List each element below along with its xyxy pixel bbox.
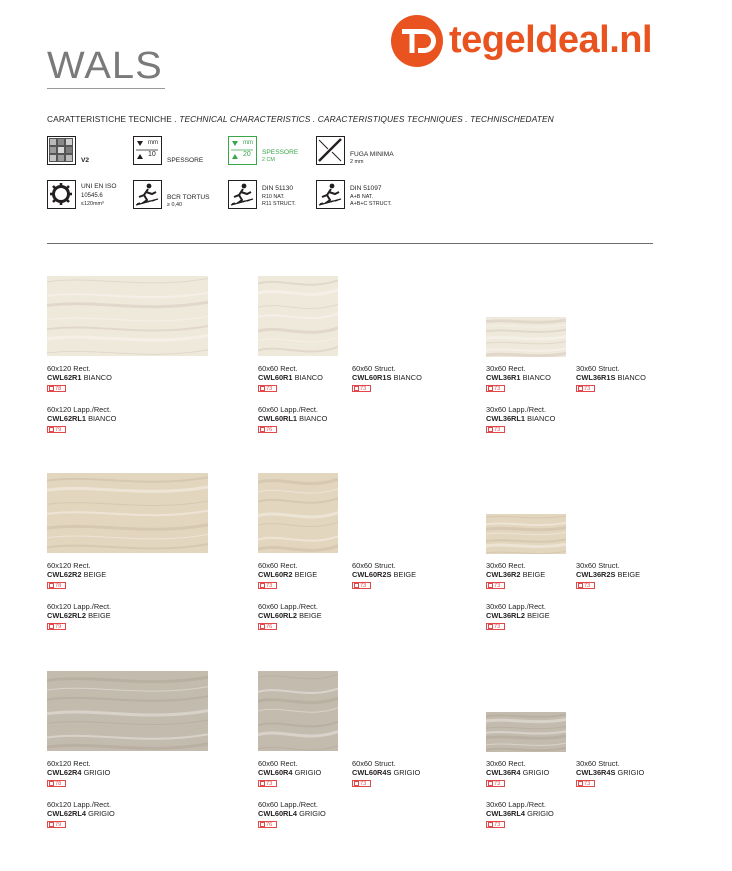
lapp-size: 60x120 Lapp./Rect. xyxy=(47,405,112,414)
struct-code: CWL60R4S xyxy=(352,768,392,777)
struct-code: CWL36R4S xyxy=(576,768,616,777)
rect-size: 30x60 Rect. xyxy=(486,364,526,373)
collection-title xyxy=(47,42,165,92)
lapp-code: CWL60RL1 xyxy=(258,414,298,423)
rect-code: CWL62R4 xyxy=(47,768,82,777)
rect-code: CWL36R2 xyxy=(486,570,521,579)
page-ref-number: 73 xyxy=(266,780,273,787)
page-ref-number: 79 xyxy=(55,426,62,433)
page-ref-icon xyxy=(49,386,54,391)
lapp-code-line xyxy=(258,611,322,620)
spec-thickness-green-label: SPESSORE xyxy=(262,149,299,156)
lapp-color: BIANCO xyxy=(299,414,328,423)
struct-color: BEIGE xyxy=(393,570,417,579)
struct-page-ref[interactable] xyxy=(576,780,595,787)
page-ref-icon xyxy=(488,781,493,786)
rect-size: 60x120 Rect. xyxy=(47,561,91,570)
rect-code: CWL60R2 xyxy=(258,570,293,579)
rect-code: CWL36R1 xyxy=(486,373,521,382)
lapp-code: CWL60RL2 xyxy=(258,611,298,620)
struct-size: 30x60 Struct. xyxy=(576,561,620,570)
lapp-code: CWL62RL2 xyxy=(47,611,87,620)
spec-thickness-green-sub: 2 CM xyxy=(262,157,275,163)
rect-size: 60x60 Rect. xyxy=(258,364,298,373)
spec-thickness-10 xyxy=(133,136,213,168)
lapp-code: CWL60RL4 xyxy=(258,809,298,818)
rect-code: CWL62R1 xyxy=(47,373,82,382)
page-ref-icon xyxy=(260,583,265,588)
page-ref-icon xyxy=(260,624,265,629)
struct-size: 60x60 Struct. xyxy=(352,759,396,768)
page-ref-icon xyxy=(354,781,359,786)
rect-color: BIANCO xyxy=(294,373,323,382)
struct-color: BEIGE xyxy=(617,570,641,579)
struct-code-line xyxy=(576,373,646,382)
page-ref-icon xyxy=(49,624,54,629)
page-ref-icon xyxy=(354,583,359,588)
rect-size: 30x60 Rect. xyxy=(486,759,526,768)
page-ref-icon xyxy=(578,386,583,391)
rect-color: BEIGE xyxy=(294,570,318,579)
tile-60x120[interactable] xyxy=(47,276,208,356)
td-logo-icon xyxy=(391,15,443,67)
spec-bcr xyxy=(133,180,223,214)
tile-30x60[interactable] xyxy=(486,514,566,554)
thickness-value: 10 xyxy=(148,151,156,158)
rect-size: 60x60 Rect. xyxy=(258,561,298,570)
rect-code-line xyxy=(258,373,323,382)
rect-page-ref[interactable] xyxy=(47,780,66,787)
title-underline xyxy=(47,88,165,89)
tile-60x120[interactable] xyxy=(47,671,208,751)
collection-name: WALS xyxy=(47,45,163,87)
page-ref-number: 79 xyxy=(55,623,62,630)
struct-page-ref[interactable] xyxy=(352,385,371,392)
lapp-size: 60x120 Lapp./Rect. xyxy=(47,800,112,809)
lapp-code: CWL36RL2 xyxy=(486,611,526,620)
page-ref-number: 73 xyxy=(584,385,591,392)
page-ref-number: 73 xyxy=(266,385,273,392)
rect-code: CWL36R4 xyxy=(486,768,521,777)
lapp-size: 60x60 Lapp./Rect. xyxy=(258,405,318,414)
lapp-code-line xyxy=(47,809,115,818)
lapp-page-ref[interactable] xyxy=(486,426,505,433)
rect-page-ref[interactable] xyxy=(258,582,277,589)
lapp-color: GRIGIO xyxy=(527,809,554,818)
page-ref-number: 73 xyxy=(494,426,501,433)
rect-code: CWL60R1 xyxy=(258,373,293,382)
rect-code-line xyxy=(258,768,321,777)
page-ref-number: 73 xyxy=(494,623,501,630)
slip-din51097-icon xyxy=(316,180,345,209)
struct-code-line xyxy=(352,768,420,777)
rect-page-ref[interactable] xyxy=(47,582,66,589)
slip-bcr-icon xyxy=(133,180,162,209)
spec-shade-label: V2 xyxy=(81,157,90,164)
rect-size: 60x120 Rect. xyxy=(47,364,91,373)
tile-60x60[interactable] xyxy=(258,473,338,553)
lapp-code: CWL36RL4 xyxy=(486,809,526,818)
lapp-code-line xyxy=(47,414,116,423)
page-ref-icon xyxy=(488,624,493,629)
tile-30x60[interactable] xyxy=(486,317,566,357)
slip-din51130-icon xyxy=(228,180,257,209)
brand-name: tegeldeal.nl xyxy=(449,19,653,61)
lapp-color: GRIGIO xyxy=(299,809,326,818)
spec-thickness-label: SPESSORE xyxy=(167,157,204,164)
tile-60x120[interactable] xyxy=(47,473,208,553)
spec-din51130 xyxy=(228,180,318,214)
lapp-color: BIANCO xyxy=(527,414,556,423)
struct-code: CWL36R1S xyxy=(576,373,616,382)
struct-color: BIANCO xyxy=(617,373,646,382)
thickness-icon xyxy=(133,136,162,165)
page-ref-number: 73 xyxy=(360,780,367,787)
spec-shade xyxy=(47,136,107,168)
lapp-color: BEIGE xyxy=(527,611,550,620)
lapp-size: 60x60 Lapp./Rect. xyxy=(258,800,318,809)
lapp-color: BIANCO xyxy=(88,414,117,423)
rect-code-line xyxy=(486,373,551,382)
page-ref-icon xyxy=(488,386,493,391)
rect-page-ref[interactable] xyxy=(486,385,505,392)
lapp-code-line xyxy=(486,414,555,423)
spec-grout-label: FUGA MINIMA xyxy=(350,151,394,158)
section-divider xyxy=(47,243,653,244)
lapp-page-ref[interactable] xyxy=(258,426,277,433)
spec-din51130-sub2: R11 STRUCT. xyxy=(262,201,296,207)
lapp-page-ref[interactable] xyxy=(47,426,66,433)
spec-din51097-sub2: A+B+C STRUCT. xyxy=(350,201,392,207)
lapp-size: 60x120 Lapp./Rect. xyxy=(47,602,112,611)
struct-page-ref[interactable] xyxy=(352,582,371,589)
lapp-code-line xyxy=(47,611,111,620)
lapp-code: CWL62RL1 xyxy=(47,414,87,423)
struct-code-line xyxy=(352,373,422,382)
spec-din51097 xyxy=(316,180,416,214)
page-ref-number: 76 xyxy=(266,426,273,433)
thickness-green-unit: mm xyxy=(243,140,253,146)
spec-din51097-label: DIN 51097 xyxy=(350,185,382,192)
lapp-color: GRIGIO xyxy=(88,809,115,818)
lapp-page-ref[interactable] xyxy=(258,821,277,828)
struct-page-ref[interactable] xyxy=(576,385,595,392)
spec-din51130-sub1: R10 NAT. xyxy=(262,194,285,200)
struct-color: GRIGIO xyxy=(617,768,645,777)
struct-code: CWL36R2S xyxy=(576,570,616,579)
lapp-size: 60x60 Lapp./Rect. xyxy=(258,602,318,611)
page-ref-icon xyxy=(260,386,265,391)
struct-size: 30x60 Struct. xyxy=(576,364,620,373)
lapp-page-ref[interactable] xyxy=(486,623,505,630)
page-ref-number: 78 xyxy=(55,385,62,392)
page-ref-number: 76 xyxy=(266,623,273,630)
page-ref-number: 73 xyxy=(360,385,367,392)
page-ref-number: 73 xyxy=(584,582,591,589)
technical-heading-main: CARATTERISTICHE TECNICHE . xyxy=(47,114,177,124)
rect-code-line xyxy=(486,570,545,579)
lapp-code: CWL36RL1 xyxy=(486,414,526,423)
page-ref-number: 73 xyxy=(494,780,501,787)
lapp-page-ref[interactable] xyxy=(47,821,66,828)
page-ref-number: 73 xyxy=(494,385,501,392)
tile-30x60[interactable] xyxy=(486,712,566,752)
struct-color: GRIGIO xyxy=(393,768,421,777)
page-ref-icon xyxy=(488,583,493,588)
page-ref-icon xyxy=(354,386,359,391)
page-ref-icon xyxy=(49,781,54,786)
thickness-unit: mm xyxy=(148,140,158,146)
page-ref-number: 73 xyxy=(266,582,273,589)
technical-heading-translations: TECHNICAL CHARACTERISTICS . CARACTERISTIQUES TECHNIQUES . TECHNISCHEDATEN xyxy=(176,114,554,124)
page-ref-number: 73 xyxy=(360,582,367,589)
rect-code-line xyxy=(258,570,317,579)
rect-color: GRIGIO xyxy=(522,768,550,777)
struct-code: CWL60R2S xyxy=(352,570,392,579)
page-ref-number: 78 xyxy=(55,582,62,589)
page-ref-icon xyxy=(260,427,265,432)
struct-page-ref[interactable] xyxy=(576,582,595,589)
lapp-color: BEIGE xyxy=(299,611,322,620)
page-ref-number: 73 xyxy=(494,821,501,828)
page-ref-icon xyxy=(49,583,54,588)
rect-size: 60x60 Rect. xyxy=(258,759,298,768)
struct-color: BIANCO xyxy=(393,373,422,382)
shade-variation-icon xyxy=(47,136,76,165)
spec-din51130-label: DIN 51130 xyxy=(262,185,294,192)
rect-code-line xyxy=(47,570,106,579)
lapp-page-ref[interactable] xyxy=(258,623,277,630)
lapp-color: BEIGE xyxy=(88,611,111,620)
rect-color: BIANCO xyxy=(83,373,112,382)
lapp-code-line xyxy=(486,809,554,818)
rect-page-ref[interactable] xyxy=(258,780,277,787)
rect-size: 30x60 Rect. xyxy=(486,561,526,570)
rect-page-ref[interactable] xyxy=(47,385,66,392)
rect-code: CWL60R4 xyxy=(258,768,293,777)
spec-abrasion-label: UNI EN ISO xyxy=(81,183,117,190)
spec-abrasion-sub2: ≤120mm³ xyxy=(81,201,104,207)
spec-abrasion xyxy=(47,180,127,214)
struct-page-ref[interactable] xyxy=(352,780,371,787)
page-ref-icon xyxy=(578,781,583,786)
page-ref-number: 73 xyxy=(494,582,501,589)
rect-code-line xyxy=(486,768,549,777)
rect-color: BIANCO xyxy=(522,373,551,382)
technical-heading xyxy=(47,114,554,124)
rect-page-ref[interactable] xyxy=(486,582,505,589)
lapp-code-line xyxy=(258,809,326,818)
lapp-code-line xyxy=(486,611,550,620)
struct-size: 60x60 Struct. xyxy=(352,561,396,570)
struct-size: 60x60 Struct. xyxy=(352,364,396,373)
tile-60x60[interactable] xyxy=(258,671,338,751)
page-ref-number: 73 xyxy=(584,780,591,787)
rect-code: CWL62R2 xyxy=(47,570,82,579)
page-ref-number: 78 xyxy=(55,780,62,787)
page-ref-icon xyxy=(488,427,493,432)
lapp-page-ref[interactable] xyxy=(486,821,505,828)
rect-color: GRIGIO xyxy=(83,768,111,777)
struct-size: 30x60 Struct. xyxy=(576,759,620,768)
rect-color: GRIGIO xyxy=(294,768,322,777)
page-ref-icon xyxy=(49,822,54,827)
struct-code: CWL60R1S xyxy=(352,373,392,382)
struct-code-line xyxy=(352,570,416,579)
page-ref-icon xyxy=(260,822,265,827)
thickness-green-icon xyxy=(228,136,257,165)
struct-code-line xyxy=(576,570,640,579)
lapp-size: 30x60 Lapp./Rect. xyxy=(486,405,546,414)
abrasion-gear-icon xyxy=(47,180,76,209)
page-ref-icon xyxy=(488,822,493,827)
rect-color: BEIGE xyxy=(83,570,107,579)
spec-din51097-sub1: A+B NAT. xyxy=(350,194,374,200)
page-ref-number: 76 xyxy=(266,821,273,828)
struct-code-line xyxy=(576,768,644,777)
lapp-size: 30x60 Lapp./Rect. xyxy=(486,602,546,611)
spec-grout-sub: 2 mm xyxy=(350,159,364,165)
lapp-code: CWL62RL4 xyxy=(47,809,87,818)
rect-code-line xyxy=(47,768,110,777)
page-ref-number: 79 xyxy=(55,821,62,828)
rect-page-ref[interactable] xyxy=(486,780,505,787)
page-ref-icon xyxy=(260,781,265,786)
lapp-page-ref[interactable] xyxy=(47,623,66,630)
thickness-green-value: 20 xyxy=(243,151,251,158)
page-ref-icon xyxy=(578,583,583,588)
spec-grout xyxy=(316,136,406,168)
spec-bcr-label: BCR TORTUS xyxy=(167,194,210,201)
grout-joint-icon xyxy=(316,136,345,165)
rect-code-line xyxy=(47,373,112,382)
rect-color: BEIGE xyxy=(522,570,546,579)
spec-bcr-sub: ≥ 0,40 xyxy=(167,202,182,208)
lapp-size: 30x60 Lapp./Rect. xyxy=(486,800,546,809)
lapp-code-line xyxy=(258,414,327,423)
spec-thickness-20 xyxy=(228,136,308,168)
spec-abrasion-sub1: 10545.6 xyxy=(81,193,103,199)
page-ref-icon xyxy=(49,427,54,432)
brand-logo[interactable] xyxy=(385,13,710,73)
tile-60x60[interactable] xyxy=(258,276,338,356)
rect-page-ref[interactable] xyxy=(258,385,277,392)
rect-size: 60x120 Rect. xyxy=(47,759,91,768)
